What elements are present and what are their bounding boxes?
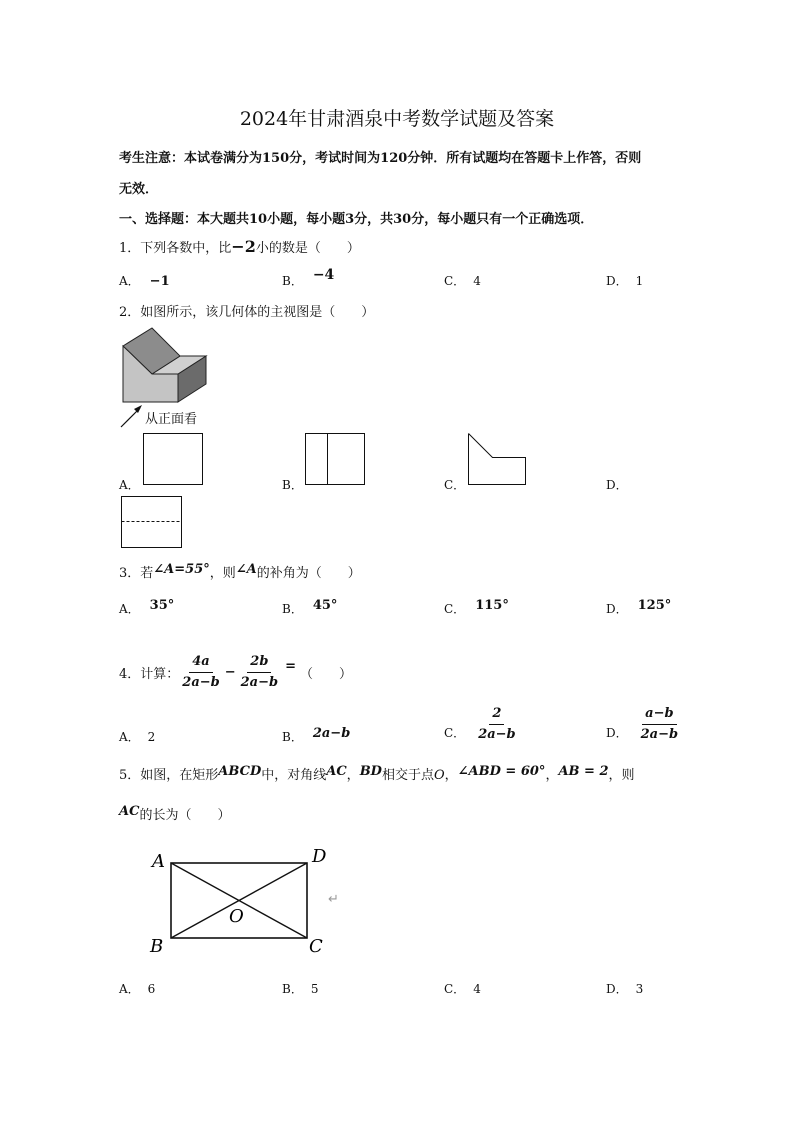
notice-label: 考生注意： bbox=[119, 151, 185, 166]
q5-option-a: A． 6 bbox=[119, 982, 156, 996]
q4-fraction-1: $\frac{4a}{2a-b}$ bbox=[182, 653, 220, 690]
q1-text-post: 小的数是（ ） bbox=[255, 241, 360, 256]
notice-text-1: 本试卷满分为150分，考试时间为120分钟．所有试题均在答题卡上作答，否则 bbox=[184, 151, 642, 166]
q3-option-d: D． 125° bbox=[606, 598, 672, 616]
q4-equals: = bbox=[285, 658, 296, 674]
q2-option-d-figure bbox=[121, 496, 184, 550]
q2-option-c-figure bbox=[468, 433, 528, 486]
question-5-stem-line-2: AC的长为（ ） bbox=[119, 804, 231, 823]
q4-fraction-2: $\frac{2b}{2a-b}$ bbox=[240, 653, 279, 690]
q4-minus: − bbox=[224, 664, 236, 680]
q2-option-c: C． bbox=[444, 478, 466, 492]
q1-option-d: D． 1 bbox=[606, 274, 644, 288]
question-3-stem: 3．若∠A=55°，则∠A的补角为（ ） bbox=[119, 562, 361, 581]
q1-math: −2 bbox=[231, 237, 256, 256]
notice-line-2: 无效． bbox=[119, 182, 159, 197]
q2-option-a: A． bbox=[119, 478, 140, 492]
notice-line-1 bbox=[119, 147, 641, 166]
q1-option-a: A． −1 bbox=[119, 274, 170, 289]
q3-option-c: C． 115° bbox=[444, 598, 509, 616]
label-o: O bbox=[229, 906, 244, 927]
question-1-stem bbox=[119, 237, 360, 256]
q4-text-pre: 4．计算： bbox=[119, 666, 180, 682]
label-a: A bbox=[152, 851, 165, 872]
question-2-stem: 2．如图所示，该几何体的主视图是（ ） bbox=[119, 305, 375, 320]
view-arrow-head bbox=[134, 405, 142, 413]
q4-option-d-fraction: $\frac{a-b}{2a-b}$ bbox=[640, 706, 679, 742]
q2-option-b-figure bbox=[305, 433, 366, 486]
q1-text-pre: 1．下列各数中，比 bbox=[119, 241, 232, 256]
q2-option-d: D． bbox=[606, 478, 628, 492]
label-d: D bbox=[312, 846, 327, 867]
q3-option-a: A． 35° bbox=[119, 598, 175, 616]
question-5-stem-line-1: 5．如图，在矩形ABCD中，对角线AC，BD相交于点O，∠ABD = 60°，AB = 2，则 bbox=[119, 764, 635, 783]
q3-math-1: ∠A=55° bbox=[153, 562, 210, 577]
q2-option-a-figure bbox=[143, 433, 204, 486]
q4-option-c-fraction: $\frac{2}{2a-b}$ bbox=[478, 706, 516, 742]
q4-option-d: D． $\frac{a-b}{2a-b}$ bbox=[606, 697, 681, 743]
q3-option-b: B． 45° bbox=[282, 598, 338, 616]
q5-option-c: C． 4 bbox=[444, 982, 481, 996]
label-b: B bbox=[150, 936, 164, 957]
question-4-stem bbox=[119, 638, 352, 706]
q4-option-b: B． 2a−b bbox=[282, 726, 351, 744]
q1-option-c: C． 4 bbox=[444, 274, 481, 288]
q5-option-d: D． 3 bbox=[606, 982, 644, 996]
q4-text-post: （ ） bbox=[300, 666, 353, 682]
return-mark-icon: ↵ bbox=[328, 892, 339, 907]
q4-option-a: A． 2 bbox=[119, 730, 156, 744]
q5-option-b: B． 5 bbox=[282, 982, 319, 996]
q4-option-c: C． $\frac{2}{2a-b}$ bbox=[444, 697, 519, 743]
label-c: C bbox=[309, 936, 323, 957]
section-heading: 一、选择题：本大题共10小题，每小题3分，共30分，每小题只有一个正确选项． bbox=[119, 212, 594, 227]
q3-math-2: ∠A bbox=[235, 562, 257, 577]
view-direction-label: 从正面看 bbox=[145, 412, 198, 427]
page-title: 2024年甘肃酒泉中考数学试题及答案 bbox=[239, 108, 555, 130]
q2-option-b: B． bbox=[282, 478, 303, 492]
rectangle-figure bbox=[140, 840, 350, 960]
q1-option-b: B． −4 bbox=[282, 267, 335, 288]
